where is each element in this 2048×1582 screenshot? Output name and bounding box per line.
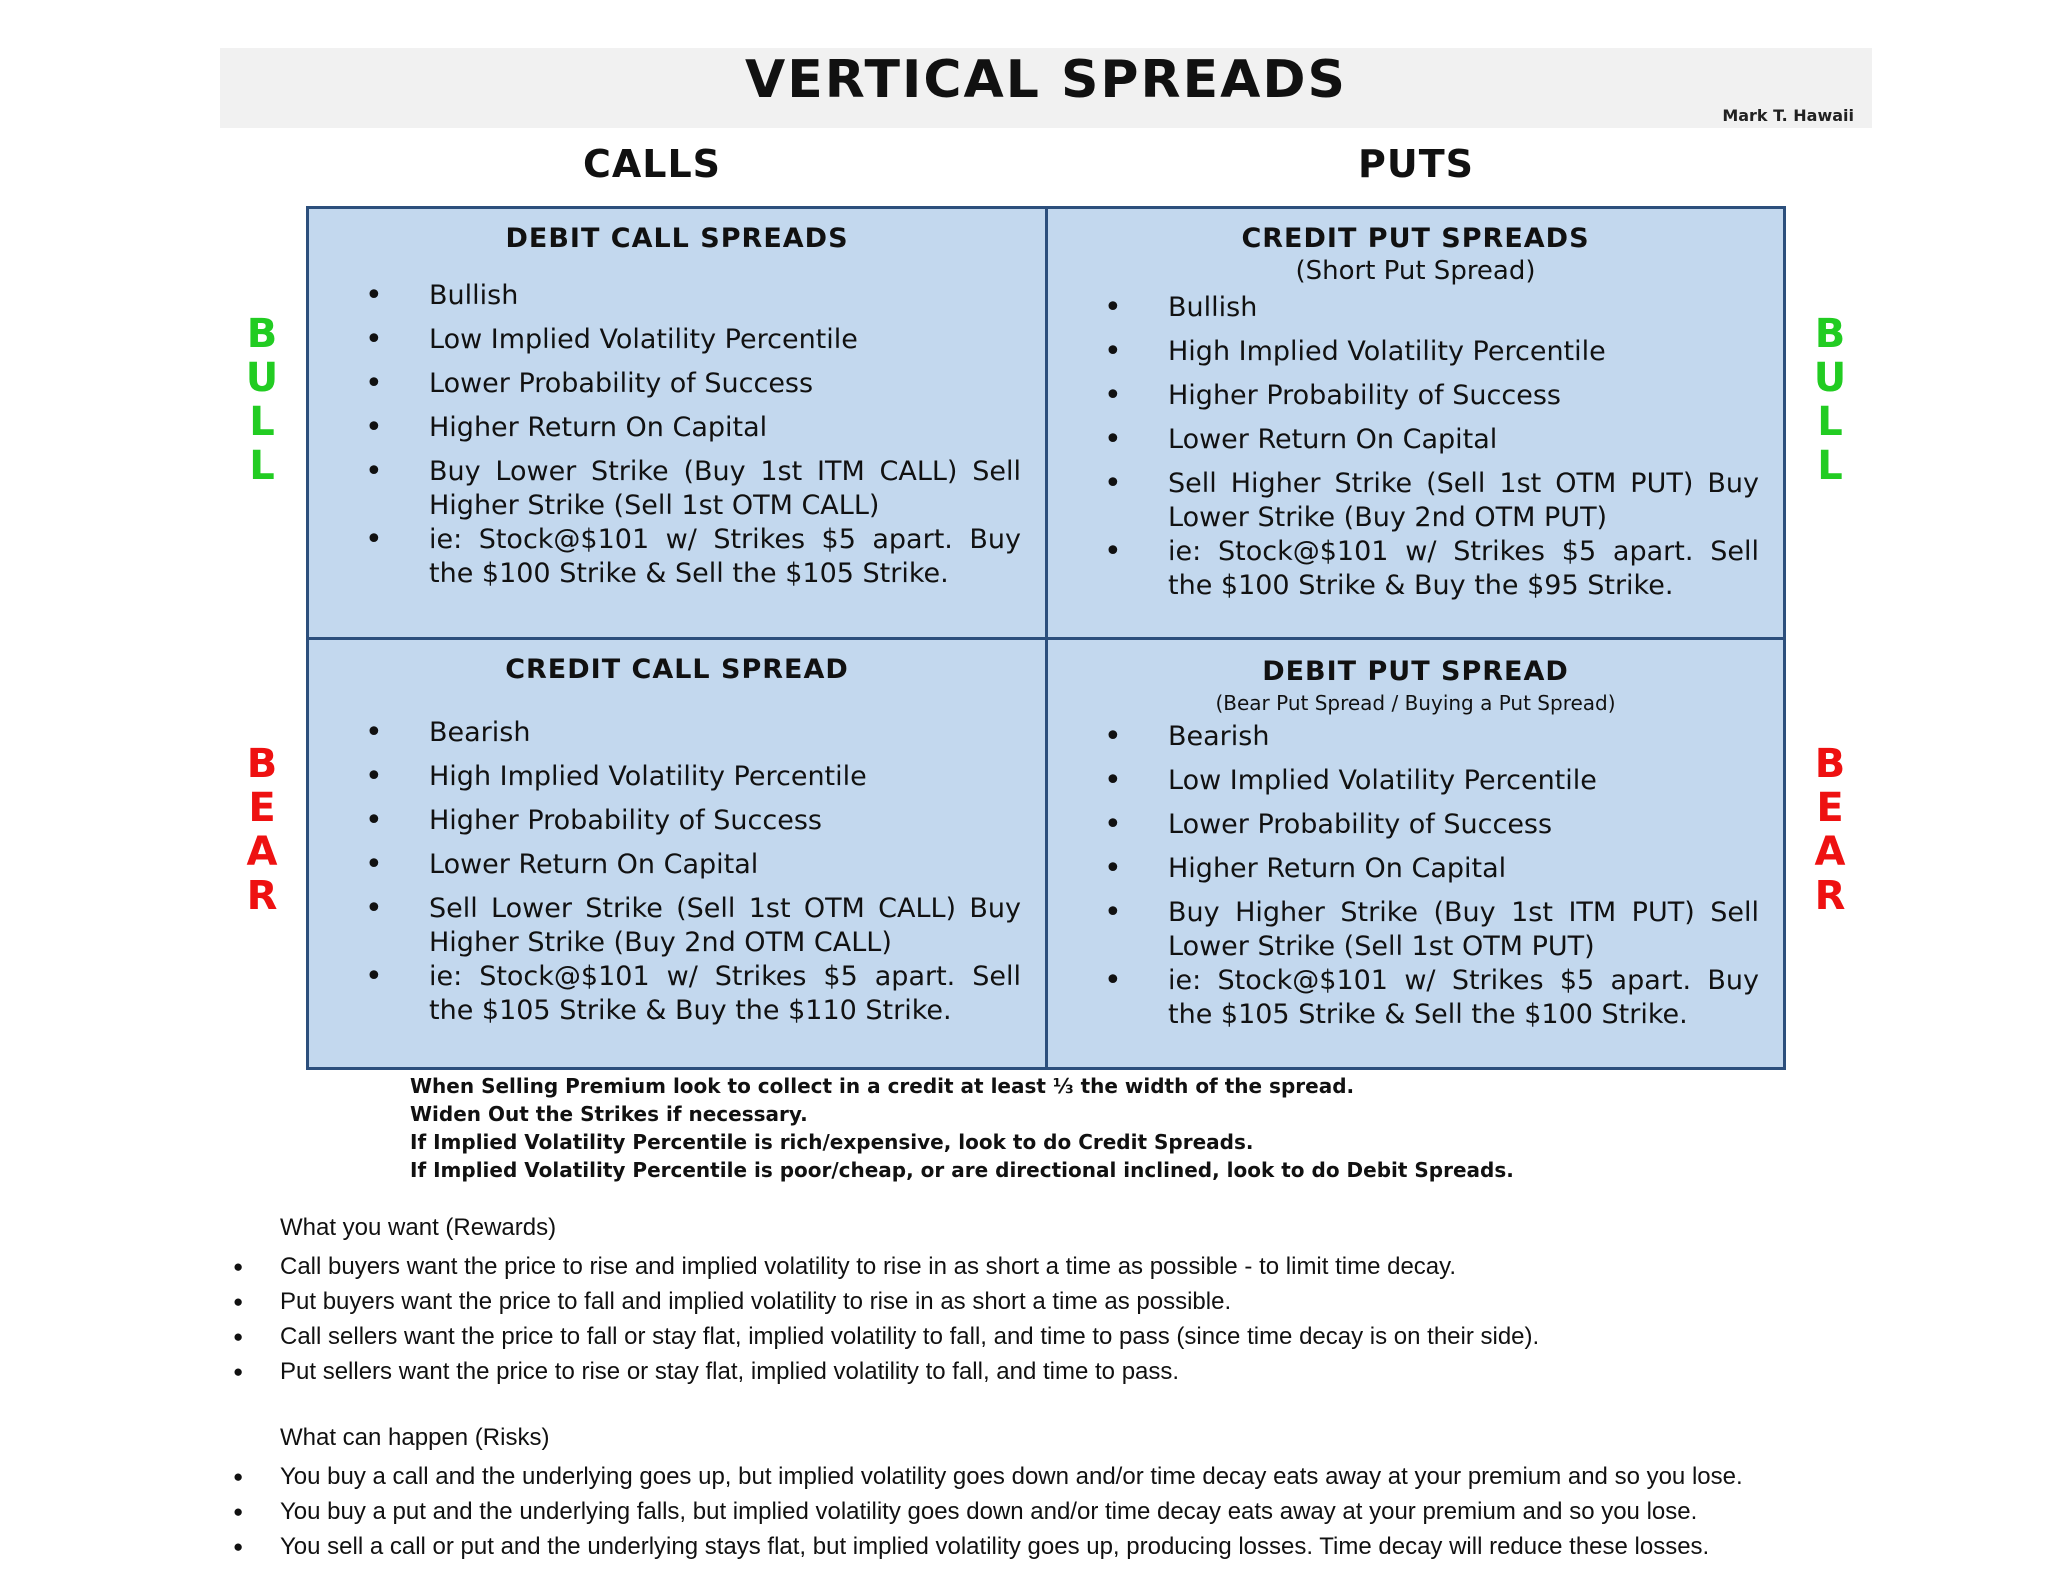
notes: [410, 1072, 1514, 1184]
list-item: • Higher Return On Capital: [1048, 852, 1783, 886]
list-item: • Higher Return On Capital: [309, 411, 1045, 445]
note-line: If Implied Volatility Percentile is rich/expensive, look to do Credit Spreads.: [410, 1130, 1254, 1154]
rewards-heading: What you want (Rewards): [280, 1214, 557, 1241]
bull-letter: L: [1817, 443, 1843, 489]
list-item: • ie: Stock@$101 w/ Strikes $5 apart. Buy the $100 Strike & Sell the $105 Strike.: [309, 523, 1045, 591]
list-item: • Buy Lower Strike (Buy 1st ITM CALL) Sell Higher Strike (Sell 1st OTM CALL): [309, 455, 1045, 523]
list-item: • Lower Return On Capital: [1048, 423, 1783, 457]
bear-letter: R: [1814, 873, 1846, 919]
bear-letter: A: [1814, 829, 1846, 875]
panel-title: DEBIT PUT SPREAD: [1262, 656, 1569, 687]
list-item: ● Call sellers want the price to fall or stay flat, implied volatility to fall, and time to pass (since time decay is on their side).: [0, 1319, 1539, 1354]
list-item: • Higher Probability of Success: [309, 804, 1045, 838]
spreads-grid: [306, 206, 1786, 1070]
list-item: • ie: Stock@$101 w/ Strikes $5 apart. Sell the $105 Strike & Buy the $110 Strike.: [309, 960, 1045, 1028]
calls-column-heading: CALLS: [582, 142, 722, 186]
bear-letter: R: [246, 873, 278, 919]
list-item: • ie: Stock@$101 w/ Strikes $5 apart. Buy the $105 Strike & Sell the $100 Strike.: [1048, 964, 1783, 1032]
list-item: • Sell Lower Strike (Sell 1st OTM CALL) Buy Higher Strike (Buy 2nd OTM CALL): [309, 892, 1045, 960]
panel-list: [309, 716, 1045, 1038]
bear-letter: E: [248, 785, 276, 831]
author: Mark T. Hawaii: [1722, 106, 1854, 125]
bear-letter: E: [1816, 785, 1844, 831]
list-item: • High Implied Volatility Percentile: [309, 760, 1045, 794]
note-line: When Selling Premium look to collect in a credit at least ⅓ the width of the spread.: [410, 1074, 1355, 1098]
debit-call-spreads-panel: [309, 209, 1045, 637]
bull-letter: L: [1817, 399, 1843, 445]
panel-title: CREDIT CALL SPREAD: [505, 654, 849, 685]
bull-letter: L: [249, 443, 275, 489]
bull-label-right: [1808, 312, 1852, 488]
list-item: • Buy Higher Strike (Buy 1st ITM PUT) Sell Lower Strike (Sell 1st OTM PUT): [1048, 896, 1783, 964]
bull-letter: B: [1814, 311, 1846, 357]
panel-title: CREDIT PUT SPREADS: [1241, 223, 1590, 254]
list-item: • Bullish: [1048, 291, 1783, 325]
bull-letter: L: [249, 399, 275, 445]
bear-label-right: [1808, 742, 1852, 918]
bear-label-left: [240, 742, 284, 918]
panel-subtitle: (Bear Put Spread / Buying a Put Spread): [1215, 691, 1616, 715]
list-item: • Lower Probability of Success: [309, 367, 1045, 401]
rewards-list: [0, 1249, 1539, 1389]
list-item: • Bullish: [309, 279, 1045, 313]
note-line: Widen Out the Strikes if necessary.: [410, 1102, 808, 1126]
bear-letter: A: [246, 829, 278, 875]
list-item: ● You sell a call or put and the underlying stays flat, but implied volatility goes up, producing losses. Time decay will reduce these losses.: [0, 1529, 1743, 1564]
title-bar: [220, 48, 1872, 128]
bull-label-left: [240, 312, 284, 488]
panel-subtitle: (Short Put Spread): [1295, 256, 1536, 286]
list-item: • Lower Probability of Success: [1048, 808, 1783, 842]
panel-list: [1048, 291, 1783, 613]
list-item: • High Implied Volatility Percentile: [1048, 335, 1783, 369]
list-item: • Bearish: [1048, 720, 1783, 754]
note-line: If Implied Volatility Percentile is poor/cheap, or are directional inclined, look to do Debit Spreads.: [410, 1158, 1514, 1182]
puts-column-heading: PUTS: [1358, 142, 1474, 186]
bull-letter: U: [1813, 355, 1847, 401]
list-item: • Low Implied Volatility Percentile: [309, 323, 1045, 357]
debit-put-spread-panel: [1048, 640, 1783, 1067]
list-item: • Low Implied Volatility Percentile: [1048, 764, 1783, 798]
list-item: ● You buy a put and the underlying falls, but implied volatility goes down and/or time decay eats away at your premium and so you lose.: [0, 1494, 1743, 1529]
list-item: • Sell Higher Strike (Sell 1st OTM PUT) Buy Lower Strike (Buy 2nd OTM PUT): [1048, 467, 1783, 535]
panel-title: DEBIT CALL SPREADS: [505, 223, 849, 254]
credit-put-spreads-panel: [1048, 209, 1783, 637]
list-item: ● Call buyers want the price to rise and implied volatility to rise in as short a time as possible - to limit time decay.: [0, 1249, 1539, 1284]
credit-call-spread-panel: [309, 640, 1045, 1067]
list-item: ● Put sellers want the price to rise or stay flat, implied volatility to fall, and time to pass.: [0, 1354, 1539, 1389]
list-item: ● Put buyers want the price to fall and implied volatility to rise in as short a time as possible.: [0, 1284, 1539, 1319]
list-item: ● You buy a call and the underlying goes up, but implied volatility goes down and/or time decay eats away at your premium and so you lose.: [0, 1459, 1743, 1494]
list-item: • Bearish: [309, 716, 1045, 750]
panel-list: [1048, 720, 1783, 1042]
list-item: • ie: Stock@$101 w/ Strikes $5 apart. Sell the $100 Strike & Buy the $95 Strike.: [1048, 535, 1783, 603]
bear-letter: B: [1814, 741, 1846, 787]
list-item: • Higher Probability of Success: [1048, 379, 1783, 413]
bull-letter: U: [245, 355, 279, 401]
list-item: • Lower Return On Capital: [309, 848, 1045, 882]
risks-list: [0, 1459, 1743, 1564]
page-title: VERTICAL SPREADS: [745, 50, 1347, 110]
risks-heading: What can happen (Risks): [280, 1424, 550, 1451]
panel-list: [309, 279, 1045, 601]
bull-letter: B: [246, 311, 278, 357]
bear-letter: B: [246, 741, 278, 787]
